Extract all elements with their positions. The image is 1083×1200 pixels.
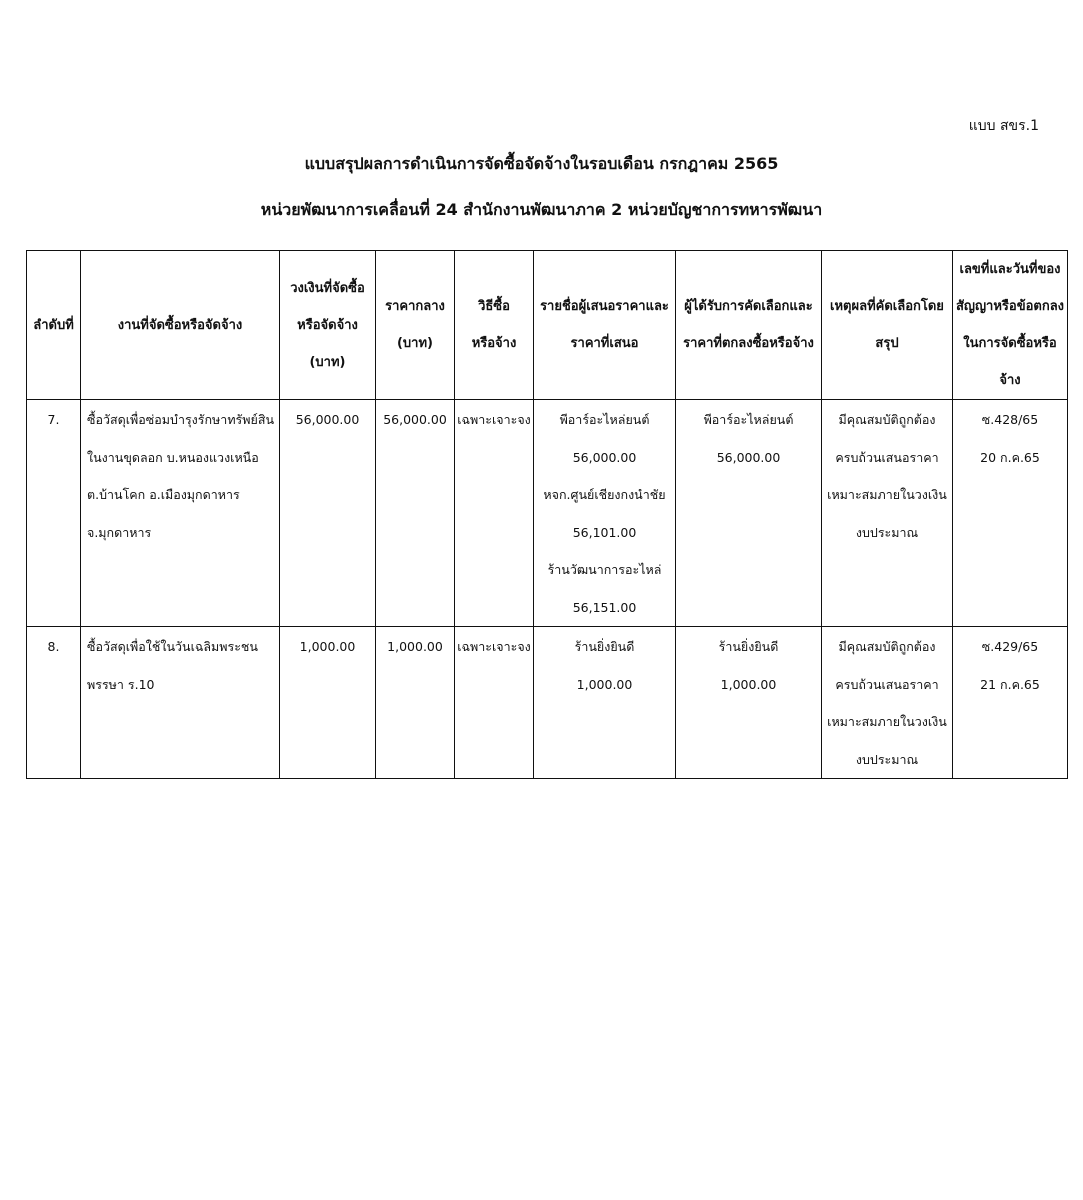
cell-winner [676, 400, 822, 627]
winner-name: ร้านยิ่งยินดี [718, 639, 779, 654]
cell-work [81, 627, 280, 779]
bidder-price: 56,000.00 [572, 449, 637, 465]
bidder-name: ร้านวัฒนาการอะไหล่ [547, 562, 662, 577]
cell-median-price [376, 627, 455, 779]
contract-number: ซ.428/65 [981, 412, 1039, 427]
work-line: ในงานขุดลอก บ.หนองแวงเหนือ [87, 449, 259, 465]
header-reason-line: สรุป [875, 336, 899, 351]
reason-line: มีคุณสมบัติถูกต้อง [838, 639, 936, 654]
winner-name: พีอาร์อะไหล่ยนต์ [703, 412, 794, 427]
header-bidders-line: ราคาที่เสนอ [570, 336, 639, 351]
cell-winner [676, 627, 822, 779]
method-value: เฉพาะเจาะจง [457, 639, 531, 654]
work-line: พรรษา ร.10 [87, 676, 155, 692]
work-line: จ.มุกดาหาร [87, 524, 152, 540]
bidder-price: 56,151.00 [572, 599, 637, 615]
winner-price: 1,000.00 [720, 676, 777, 692]
cell-budget [280, 627, 376, 779]
reason-line: ครบถ้วนเสนอราคา [835, 676, 939, 692]
work-line: ต.บ้านโคก อ.เมืองมุกดาหาร [87, 487, 240, 502]
bidder-price: 1,000.00 [576, 676, 633, 692]
header-contract-line: จ้าง [999, 373, 1021, 388]
cell-method [455, 627, 534, 779]
header-contract [953, 251, 1068, 400]
contract-date: 21 ก.ค.65 [980, 676, 1040, 692]
work-line: ซื้อวัสดุเพื่อซ่อมบำรุงรักษาทรัพย์สิน [87, 412, 275, 427]
header-seq [27, 251, 81, 400]
contract-number: ซ.429/65 [981, 639, 1039, 654]
cell-method [455, 400, 534, 627]
reason-line: เหมาะสมภายในวงเงิน [827, 714, 947, 729]
seq-number: 7. [47, 412, 60, 427]
median-price-value: 1,000.00 [387, 639, 443, 654]
cell-reason [822, 627, 953, 779]
reason-line: งบประมาณ [855, 524, 919, 540]
cell-bidders [534, 627, 676, 779]
header-method-line: หรือจ้าง [471, 336, 517, 351]
header-winner-line: ผู้ได้รับการคัดเลือกและ [684, 299, 813, 314]
reason-line: งบประมาณ [855, 751, 919, 767]
bidder-name: พีอาร์อะไหล่ยนต์ [559, 412, 650, 427]
header-budget [280, 251, 376, 400]
header-bidders [534, 251, 676, 400]
cell-seq [27, 400, 81, 627]
work-line: ซื้อวัสดุเพื่อใช้ในวันเฉลิมพระชน [87, 639, 258, 654]
bidder-price: 56,101.00 [572, 524, 637, 540]
header-contract-line: สัญญาหรือข้อตกลง [955, 299, 1065, 314]
bidder-name: ร้านยิ่งยินดี [574, 639, 635, 654]
header-work [81, 251, 280, 400]
table-row [27, 400, 1068, 627]
bidder-name: หจก.ศูนย์เชียงกงนำชัย [543, 487, 666, 502]
header-budget-line: หรือจัดจ้าง [297, 317, 358, 333]
report-title: แบบสรุปผลการดำเนินการจัดซื้อจัดจ้างในรอบเดือน กรกฎาคม 2565 [304, 154, 779, 173]
cell-work [81, 400, 280, 627]
header-bidders-line: รายชื่อผู้เสนอราคาและ [540, 299, 669, 314]
header-method [455, 251, 534, 400]
cell-median-price [376, 400, 455, 627]
header-budget-line: (บาท) [309, 354, 346, 370]
header-work-line: งานที่จัดซื้อหรือจัดจ้าง [117, 317, 243, 333]
header-contract-line: ในการจัดซื้อหรือ [963, 336, 1057, 351]
seq-number: 8. [47, 639, 60, 654]
form-code: แบบ สขร.1 [968, 118, 1039, 134]
header-winner [676, 251, 822, 400]
budget-value: 1,000.00 [299, 639, 356, 654]
header-contract-line: เลขที่และวันที่ของ [959, 262, 1061, 277]
table-row [27, 627, 1068, 779]
budget-value: 56,000.00 [295, 412, 360, 427]
procurement-summary-table [26, 250, 1068, 779]
cell-reason [822, 400, 953, 627]
header-reason [822, 251, 953, 400]
header-method-line: วิธีซื้อ [478, 299, 510, 314]
table-header-row [27, 251, 1068, 400]
reason-line: ครบถ้วนเสนอราคา [835, 449, 939, 465]
report-subtitle: หน่วยพัฒนาการเคลื่อนที่ 24 สำนักงานพัฒนาภาค 2 หน่วยบัญชาการทหารพัฒนา [260, 200, 823, 219]
cell-bidders [534, 400, 676, 627]
header-seq-line: ลำดับที่ [33, 317, 74, 333]
cell-contract [953, 400, 1068, 627]
header-median-price [376, 251, 455, 400]
header-winner-line: ราคาที่ตกลงซื้อหรือจ้าง [683, 336, 814, 351]
contract-date: 20 ก.ค.65 [980, 449, 1040, 465]
cell-contract [953, 627, 1068, 779]
cell-seq [27, 627, 81, 779]
method-value: เฉพาะเจาะจง [457, 412, 531, 427]
reason-line: เหมาะสมภายในวงเงิน [827, 487, 947, 502]
median-price-value: 56,000.00 [383, 412, 447, 427]
header-budget-line: วงเงินที่จัดซื้อ [290, 280, 365, 296]
header-median-line: ราคากลาง [385, 299, 445, 314]
header-median-line: (บาท) [396, 336, 433, 351]
cell-budget [280, 400, 376, 627]
header-reason-line: เหตุผลที่คัดเลือกโดย [830, 299, 944, 314]
winner-price: 56,000.00 [716, 449, 781, 465]
reason-line: มีคุณสมบัติถูกต้อง [838, 412, 936, 427]
